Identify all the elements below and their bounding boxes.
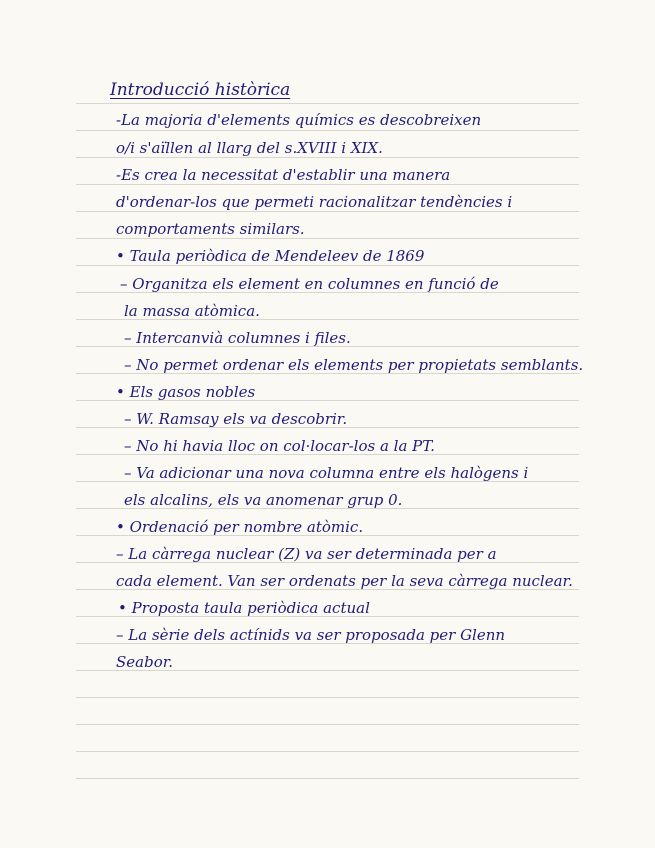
text-line: – La càrrega nuclear (Z) va ser determinada per a [116, 545, 497, 563]
text-line: comportaments similars. [116, 220, 305, 238]
text-line: la massa atòmica. [124, 302, 260, 320]
bullet-heading: • Ordenació per nombre atòmic. [116, 518, 364, 536]
text-line: cada element. Van ser ordenats per la seva càrrega nuclear. [116, 572, 573, 590]
ruled-line [76, 724, 579, 725]
ruled-line [76, 778, 579, 779]
text-line: – Organitza els element en columnes en funció de [120, 275, 499, 293]
ruled-line [76, 751, 579, 752]
text-line: – W. Ramsay els va descobrir. [124, 410, 348, 428]
ruled-line [76, 130, 579, 131]
text-line: -La majoria d'elements químics es descobreixen [116, 111, 482, 129]
text-line: – Va adicionar una nova columna entre els halògens i [124, 464, 529, 482]
ruled-line [76, 103, 579, 104]
text-line: – No permet ordenar els elements per propietats semblants. [124, 356, 584, 374]
text-line: -Es crea la necessitat d'establir una manera [116, 166, 451, 184]
text-line: – Intercanvià columnes i files. [124, 329, 351, 347]
ruled-line [76, 697, 579, 698]
bullet-heading: • Taula periòdica de Mendeleev de 1869 [116, 247, 425, 265]
text-line: – La sèrie dels actínids va ser proposada per Glenn [116, 626, 506, 644]
text-line: Seabor. [116, 653, 174, 671]
text-line: d'ordenar-los que permeti racionalitzar tendències i [116, 193, 513, 211]
bullet-heading: • Proposta taula periòdica actual [118, 599, 370, 617]
bullet-heading: • Els gasos nobles [116, 383, 256, 401]
page-title: Introducció històrica [110, 80, 291, 100]
text-line: els alcalins, els va anomenar grup 0. [124, 491, 403, 509]
text-line: – No hi havia lloc on col·locar-los a la PT. [124, 437, 435, 455]
text-line: o/i s'aïllen al llarg del s.XVIII i XIX. [116, 139, 383, 157]
